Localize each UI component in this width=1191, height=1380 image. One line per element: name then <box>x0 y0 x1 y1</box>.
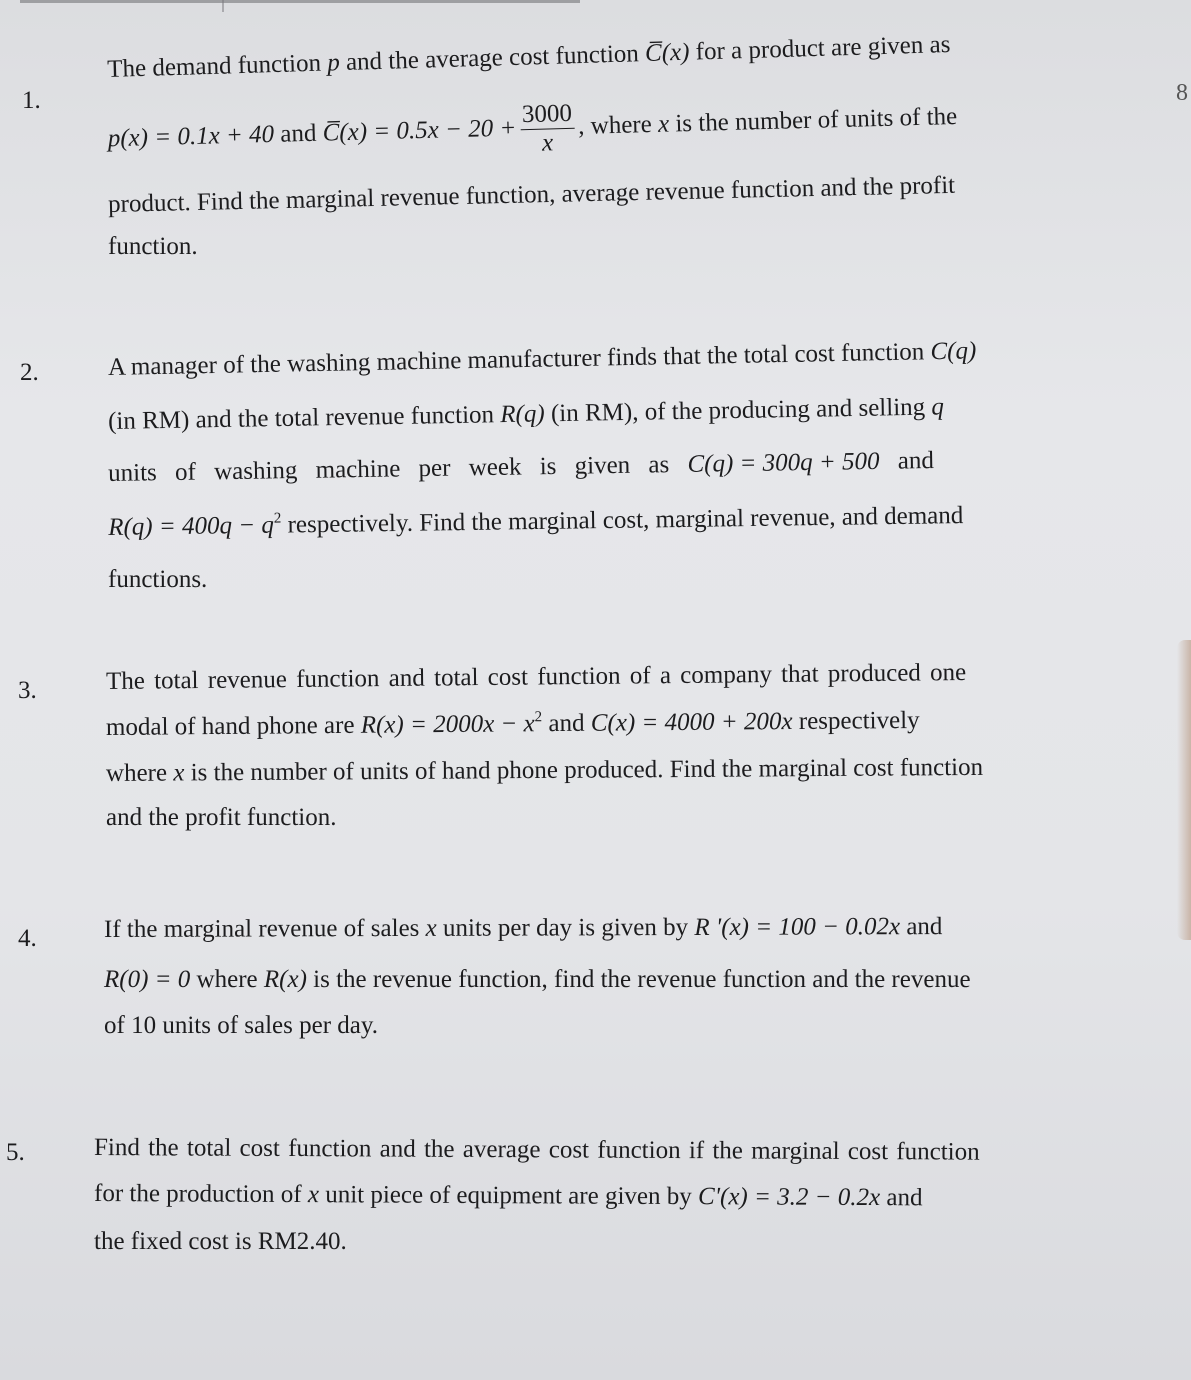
math-symbol: x <box>307 1181 320 1209</box>
math-expression: C(q) = 300q + 500 <box>687 447 880 478</box>
text-segment: for a product are given as <box>695 30 951 66</box>
text-line: and the profit function. <box>106 804 337 831</box>
text-segment: modal of hand phone are <box>105 711 355 741</box>
question-number: 4. <box>18 925 37 952</box>
math-symbol: q <box>931 393 945 421</box>
text-segment: A manager of the washing machine manufacturer finds that the total cost function <box>107 338 925 381</box>
math-symbol: x <box>425 914 437 942</box>
question-number: 1. <box>22 87 41 114</box>
text-segment: and <box>906 913 943 941</box>
text-segment: where <box>196 966 258 993</box>
text-segment: for the production of <box>93 1180 302 1209</box>
question-text <box>94 1128 1154 1272</box>
text-line: functions. <box>108 566 208 593</box>
math-expression: R(0) = 0 <box>104 966 191 993</box>
question-number: 3. <box>18 677 37 704</box>
text-line <box>94 1170 1154 1224</box>
math-expression: R '(x) = 100 − 0.02x <box>694 913 901 941</box>
text-line: of 10 units of sales per day. <box>104 1012 379 1039</box>
text-line <box>108 434 1109 498</box>
text-segment: (in RM), of the producing and selling <box>550 393 926 428</box>
math-expression: p(x) = 0.1x + 40 <box>107 120 275 153</box>
question-number: 2. <box>20 359 39 386</box>
question-number: 5. <box>6 1139 25 1166</box>
text-segment: and the average cost function <box>345 40 640 76</box>
math-expression: C'(x) = 3.2 − 0.2x <box>697 1183 881 1212</box>
fraction-denominator: x <box>541 129 554 157</box>
text-line: product. Find the marginal revenue function, average revenue function and the profit <box>107 171 956 218</box>
text-line: Find the total cost function and the average cost function if the marginal cost function <box>93 1134 980 1166</box>
superscript: 2 <box>273 510 282 527</box>
math-symbol: x <box>173 759 185 787</box>
math-expression: C(x) = 4000 + 200x <box>590 708 793 737</box>
text-segment: respectively. Find the marginal cost, marginal revenue, and demand <box>287 502 964 539</box>
question-text <box>107 337 1108 593</box>
text-segment: is the number of units of the <box>675 102 958 138</box>
math-expression: R(q) = 400q − q <box>108 511 275 541</box>
text-segment: unit piece of equipment are given by <box>325 1181 692 1211</box>
math-expression: C̅(x) = 0.5x − 20 + <box>322 114 517 147</box>
top-header-edge <box>20 0 580 13</box>
text-segment: is the revenue function, find the revenue function and the revenue <box>313 966 971 993</box>
top-header-divider <box>222 0 224 12</box>
text-line <box>106 743 1124 798</box>
question-text <box>106 658 1124 850</box>
math-expression: R(q) <box>500 400 545 429</box>
text-segment: and <box>897 447 935 475</box>
question-text <box>106 30 1098 271</box>
text-segment: If the marginal revenue of sales <box>103 914 420 943</box>
text-segment: The demand function <box>106 49 322 84</box>
text-line <box>104 956 1140 1004</box>
text-line <box>104 902 1140 954</box>
text-line: The total revenue function and total cost function of a company that produced one <box>105 658 967 695</box>
math-symbol: x <box>657 110 670 138</box>
text-line <box>108 490 1109 552</box>
text-line <box>108 325 1109 392</box>
text-line: function. <box>108 233 198 260</box>
page-margin-number: 8 <box>1176 80 1188 106</box>
text-line <box>107 17 1098 94</box>
finger-shadow <box>1177 640 1191 940</box>
math-expression: R(x) <box>263 966 307 993</box>
fraction-numerator: 3000 <box>520 100 575 130</box>
text-segment: is the number of units of hand phone produced. Find the marginal cost function <box>190 753 984 787</box>
text-line: the fixed cost is RM2.40. <box>94 1228 347 1255</box>
text-line <box>107 86 1098 169</box>
math-expression: C(q) <box>930 337 977 366</box>
text-segment: where <box>105 759 168 787</box>
text-segment: respectively <box>798 706 920 735</box>
text-segment: units per day is given by <box>442 913 689 942</box>
text-segment: and <box>548 709 585 738</box>
superscript: 2 <box>534 709 543 726</box>
text-segment: , where <box>577 110 653 140</box>
math-expression: R(x) = 2000x − x <box>360 710 535 739</box>
math-expression: C̅(x) <box>644 38 690 68</box>
text-segment: and <box>886 1184 923 1212</box>
text-segment: (in RM) and the total revenue function <box>107 401 495 435</box>
question-text <box>104 906 1140 1050</box>
text-segment: units of washing machine per week is given as <box>107 451 670 487</box>
text-segment: and <box>279 119 317 148</box>
fraction <box>520 100 575 158</box>
math-symbol: p <box>326 49 341 77</box>
